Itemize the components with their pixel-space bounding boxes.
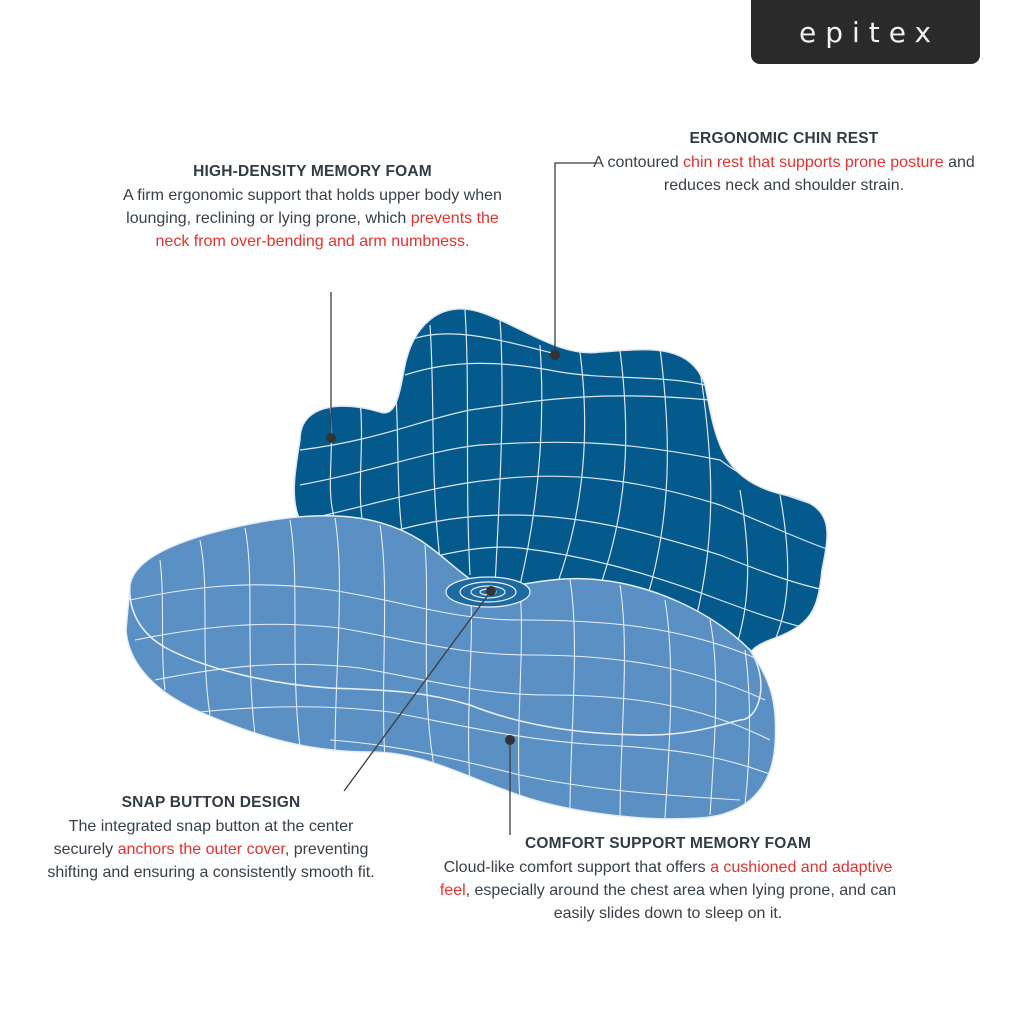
marker-dot-comfort [505,735,515,745]
callout-chin-rest [582,130,986,197]
highlight-text: a cushioned and adaptive feel [439,859,893,899]
marker-dot-high-density [326,433,336,443]
callout-title: ERGONOMIC CHIN REST [689,130,879,147]
highlight-text: prevents the neck from over-bending and arm numbness. [155,210,499,250]
callout-title: COMFORT SUPPORT MEMORY FOAM [524,835,812,852]
marker-dot-chin-rest [550,350,560,360]
callout-title: SNAP BUTTON DESIGN [121,794,301,811]
callout-description: The integrated snap button at the center securely anchors the outer cover, preventing shifting and ensuring a consistently smooth fit. [47,818,375,881]
highlight-text: chin rest that supports prone posture [683,154,944,171]
callout-comfort-foam [438,835,898,925]
callout-title: HIGH-DENSITY MEMORY FOAM [193,163,432,180]
callout-snap-button [40,794,382,884]
epitex-logo: epitex [751,0,980,64]
callout-description: Cloud-like comfort support that offers a cushioned and adaptive feel, especially around the chest area when lying prone, and can easily slides down to sleep on it. [439,859,897,922]
marker-dot-snap-button [486,586,496,596]
callout-description: A contoured chin rest that supports prone posture and reduces neck and shoulder strain. [593,154,975,194]
callout-high-density-foam [110,163,515,253]
callout-description: A firm ergonomic support that holds upper body when lounging, reclining or lying prone, which prevents the neck from over-bending and arm numbness. [123,187,502,250]
highlight-text: anchors the outer cover [117,841,285,858]
